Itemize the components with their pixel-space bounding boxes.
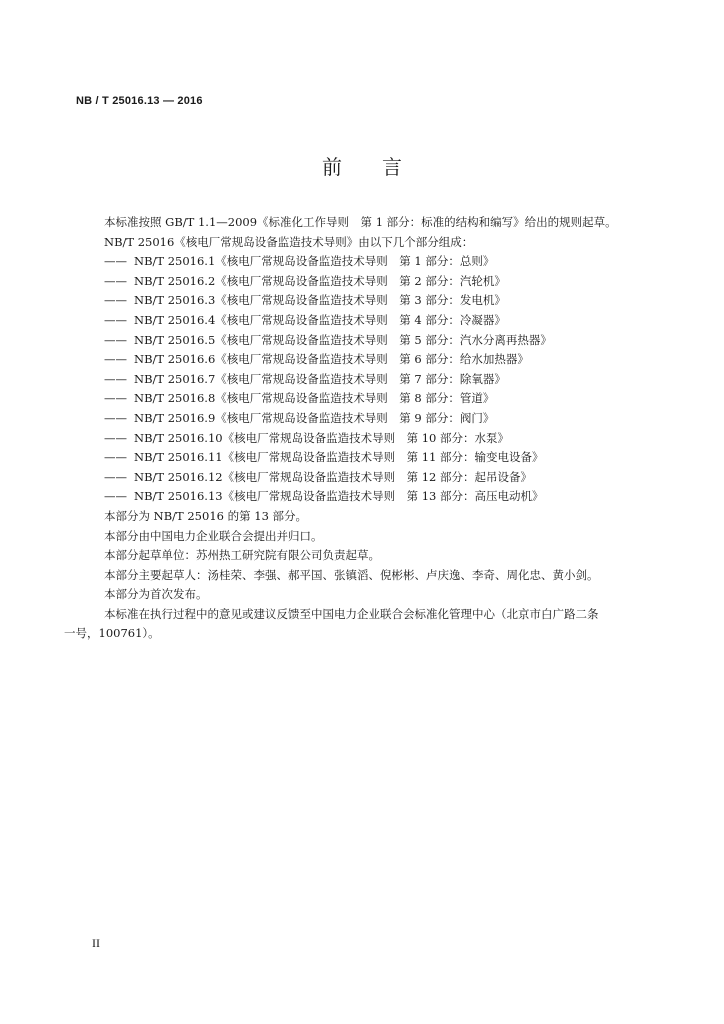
part-text: NB/T 25016.10《核电厂常规岛设备监造技术导则 第 10 部分：水泵》	[134, 430, 510, 445]
list-item	[86, 487, 666, 507]
list-dash: ——	[104, 352, 127, 367]
list-dash: ——	[104, 312, 127, 327]
page-number: II	[92, 936, 100, 950]
paragraph-parts-intro: NB/T 25016《核电厂常规岛设备监造技术导则》由以下几个部分组成：	[104, 234, 474, 249]
list-dash: ——	[104, 450, 127, 465]
part-text: NB/T 25016.2《核电厂常规岛设备监造技术导则 第 2 部分：汽轮机》	[134, 273, 506, 288]
list-dash: ——	[104, 371, 127, 386]
note-proposer: 本部分由中国电力企业联合会提出并归口。	[104, 528, 323, 543]
list-dash: ——	[104, 332, 127, 347]
note-feedback-continued: 一号，100761）。	[64, 626, 160, 641]
list-dash: ——	[104, 273, 127, 288]
list-item	[86, 468, 666, 488]
note-first-release: 本部分为首次发布。	[104, 587, 208, 602]
list-dash: ——	[104, 430, 127, 445]
part-text: NB/T 25016.4《核电厂常规岛设备监造技术导则 第 4 部分：冷凝器》	[134, 312, 506, 327]
list-item	[86, 409, 666, 429]
list-item	[86, 252, 666, 272]
note-feedback: 本标准在执行过程中的意见或建议反馈至中国电力企业联合会标准化管理中心（北京市白广路二条	[104, 606, 599, 621]
standard-number-header: NB / T 25016.13 — 2016	[76, 95, 203, 107]
part-text: NB/T 25016.9《核电厂常规岛设备监造技术导则 第 9 部分：阀门》	[134, 410, 495, 425]
list-item	[86, 272, 666, 292]
list-item	[86, 350, 666, 370]
list-item	[86, 429, 666, 449]
list-item	[86, 448, 666, 468]
part-text: NB/T 25016.6《核电厂常规岛设备监造技术导则 第 6 部分：给水加热器》	[134, 352, 529, 367]
list-item	[86, 331, 666, 351]
list-dash: ——	[104, 489, 127, 504]
part-text: NB/T 25016.11《核电厂常规岛设备监造技术导则 第 11 部分：输变电设备》	[134, 450, 544, 465]
list-dash: ——	[104, 254, 127, 269]
list-item	[86, 291, 666, 311]
part-text: NB/T 25016.1《核电厂常规岛设备监造技术导则 第 1 部分：总则》	[134, 254, 495, 269]
part-text: NB/T 25016.3《核电厂常规岛设备监造技术导则 第 3 部分：发电机》	[134, 293, 506, 308]
list-dash: ——	[104, 410, 127, 425]
list-dash: ——	[104, 293, 127, 308]
part-text: NB/T 25016.13《核电厂常规岛设备监造技术导则 第 13 部分：高压电动机》	[134, 489, 544, 504]
list-dash: ——	[104, 391, 127, 406]
foreword-body	[64, 213, 666, 644]
part-text: NB/T 25016.8《核电厂常规岛设备监造技术导则 第 8 部分：管道》	[134, 391, 495, 406]
note-part-number: 本部分为 NB/T 25016 的第 13 部分。	[104, 508, 308, 523]
part-text: NB/T 25016.7《核电厂常规岛设备监造技术导则 第 7 部分：除氧器》	[134, 371, 506, 386]
note-drafters: 本部分主要起草人：汤桂荣、李强、郝平国、张镇滔、倪彬彬、卢庆逸、李奇、周化忠、黄小剑。	[104, 567, 599, 582]
paragraph-drafting-rules: 本标准按照 GB/T 1.1—2009《标准化工作导则 第 1 部分：标准的结构和编写》给出的规则起草。	[104, 215, 617, 229]
part-text: NB/T 25016.12《核电厂常规岛设备监造技术导则 第 12 部分：起吊设备》	[134, 469, 533, 484]
page-title: 前言	[322, 155, 442, 179]
list-item	[86, 389, 666, 409]
note-drafting-unit: 本部分起草单位：苏州热工研究院有限公司负责起草。	[104, 548, 380, 563]
list-item	[86, 370, 666, 390]
list-item	[86, 311, 666, 331]
part-text: NB/T 25016.5《核电厂常规岛设备监造技术导则 第 5 部分：汽水分离再热器》	[134, 332, 552, 347]
list-dash: ——	[104, 469, 127, 484]
